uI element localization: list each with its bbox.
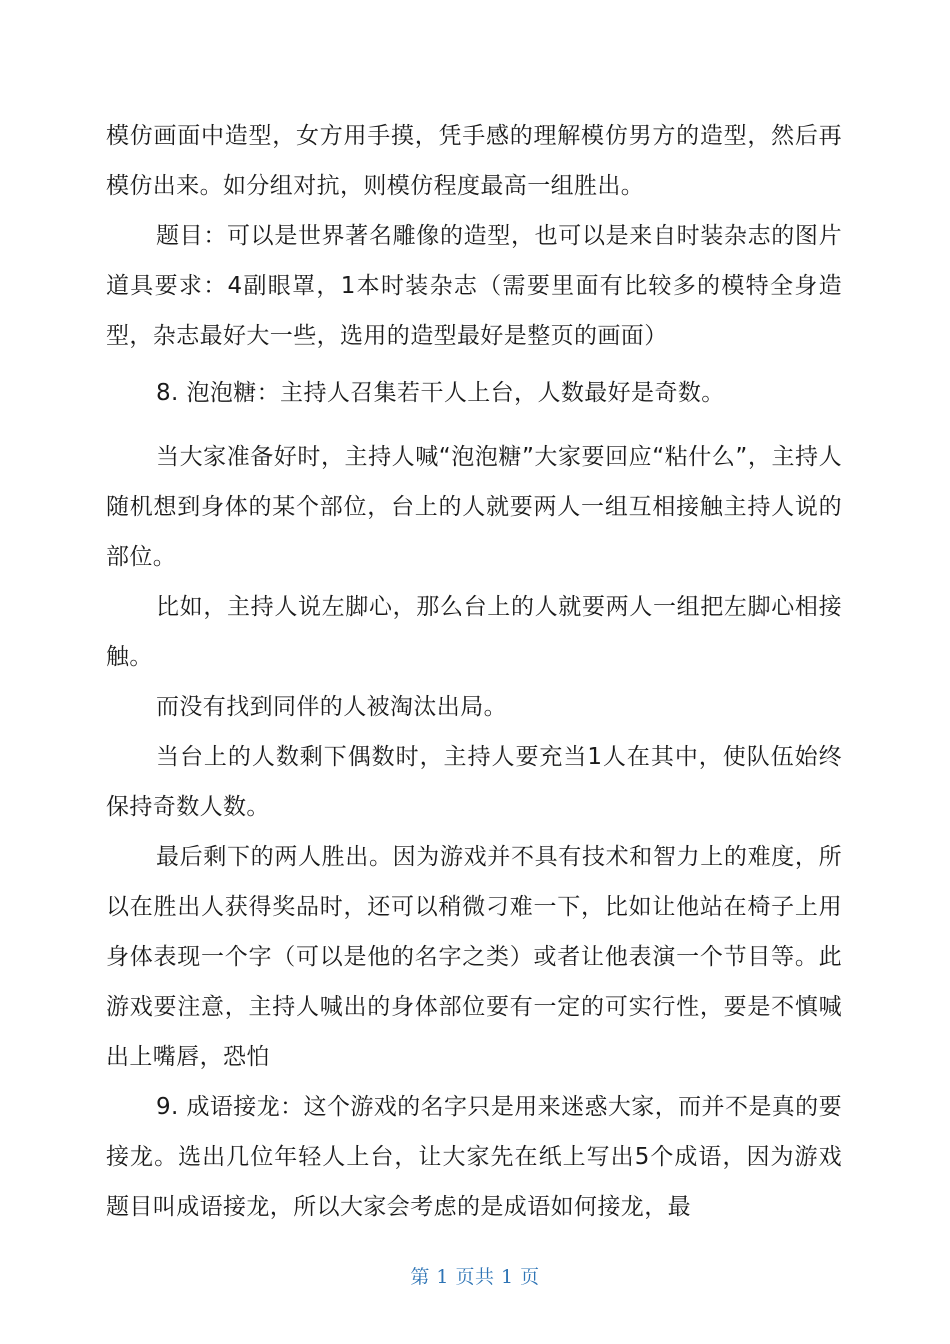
paragraph-1: 模仿画面中造型，女方用手摸，凭手感的理解模仿男方的造型，然后再模仿出来。如分组对抗，则模仿程度最高一组胜出。: [106, 123, 842, 199]
paragraph-7: 当台上的人数剩下偶数时，主持人要充当1人在其中，使队伍始终保持奇数人数。: [106, 744, 842, 820]
paragraph-2: 题目：可以是世界著名雕像的造型，也可以是来自时装杂志的图片道具要求：4副眼罩，1本时装杂志（需要里面有比较多的模特全身造型，杂志最好大一些，选用的造型最好是整页的画面）: [106, 223, 842, 349]
paragraph-9: 9. 成语接龙：这个游戏的名字只是用来迷惑大家，而并不是真的要接龙。选出几位年轻人上台，让大家先在纸上写出5个成语，因为游戏题目叫成语接龙，所以大家会考虑的是成语如何接龙，最: [106, 1094, 842, 1220]
paragraph-3: 8. 泡泡糖：主持人召集若干人上台，人数最好是奇数。: [156, 380, 725, 406]
paragraph-4: 当大家准备好时，主持人喊“泡泡糖”大家要回应“粘什么”，主持人随机想到身体的某个部位，台上的人就要两人一组互相接触主持人说的部位。: [106, 444, 842, 570]
paragraph-5: 比如，主持人说左脚心，那么台上的人就要两人一组把左脚心相接触。: [106, 594, 842, 670]
paragraph-8: 最后剩下的两人胜出。因为游戏并不具有技术和智力上的难度，所以在胜出人获得奖品时，还可以稍微刁难一下，比如让他站在椅子上用身体表现一个字（可以是他的名字之类）或者让他表演一个节目等。此游戏要注意，主持人喊出的身体部位要有一定的可实行性，要是不慎喊出上嘴唇，恐怕: [106, 844, 842, 1070]
page-number-footer: 第 1 页共 1 页: [410, 1266, 540, 1288]
paragraph-6: 而没有找到同伴的人被淘汰出局。: [156, 694, 507, 720]
document-body: [106, 111, 842, 1232]
